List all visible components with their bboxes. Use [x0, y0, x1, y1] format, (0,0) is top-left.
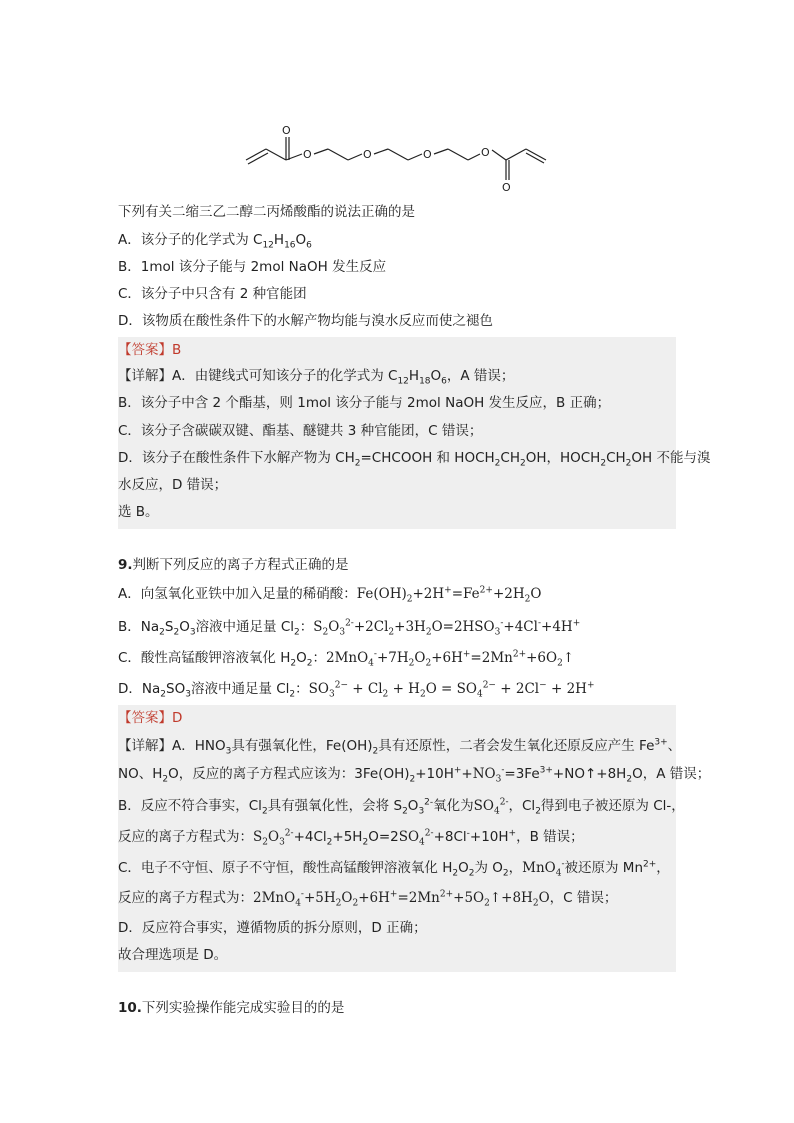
q8-explain-b: B．该分子中含 2 个酯基，则 1mol 该分子能与 2mol NaOH 发生反应，B 正确；	[118, 395, 611, 411]
q8-option-b: B．1mol 该分子能与 2mol NaOH 发生反应	[118, 259, 387, 275]
q9-explain-c-cont: 反应的离子方程式为：$2MnO_4^-+5H_2O_2+6H^+=2Mn^{2+}+5O_2↑+8H_2O$，C 错误；	[118, 889, 618, 909]
q10-stem: 10.下列实验操作能完成实验目的的是	[118, 1000, 345, 1016]
q9-option-b: B．$Na_2S_2O_3$溶液中通足量 $Cl_2$：$S_2O_3^{2-}+2Cl_2+3H_2O=2HSO_3^-+4Cl^-+4H^+$	[118, 618, 581, 638]
svg-text:O: O	[423, 148, 432, 161]
q9-stem: 9.判断下列反应的离子方程式正确的是	[118, 557, 349, 573]
q9-answer: 【答案】D	[118, 710, 183, 726]
q9-explain-b: B．反应不符合事实，$Cl_2$具有强氧化性，会将 $S_2O_3^{2-}$氧化为$SO_4^{2-}$，$Cl_2$得到电子被还原为 Cl-，	[118, 797, 685, 817]
q8-explain-c: C．该分子含碳碳双键、酯基、醚键共 3 种官能团，C 错误；	[118, 423, 483, 439]
q8-stem: 下列有关二缩三乙二醇二丙烯酸酯的说法正确的是	[118, 204, 415, 220]
q9-explain-b-cont: 反应的离子方程式为：$S_2O_3^{2-}+4Cl_2+5H_2O=2SO_4^{2-}+8Cl^-+10H^+$，B 错误；	[118, 828, 584, 848]
svg-text:O: O	[502, 181, 511, 194]
q9-explain-a: 【详解】A．$HNO_3$具有强氧化性，$Fe(OH)_2$具有还原性，二者会发生氧化还原反应产生 $Fe^{3+}$、	[118, 737, 682, 757]
q9-option-d: D．$Na_2SO_3$溶液中通足量 $Cl_2$：$SO_3^{2-} + Cl_2 + H_2O = SO_4^{2-} + 2Cl^- + 2H^+$	[118, 680, 595, 700]
q8-option-a: A．该分子的化学式为 $C_{12}H_{16}O_6$	[118, 232, 312, 251]
svg-text:O: O	[363, 148, 372, 161]
q9-option-c: C．酸性高锰酸钾溶液氧化 $H_2O_2$：$2MnO_4^-+7H_2O_2+6H^+=2Mn^{2+}+6O_2↑$	[118, 649, 575, 669]
q9-explain-c: C．电子不守恒、原子不守恒，酸性高锰酸钾溶液氧化 $H_2O_2$为 $O_2$，MnO$_4$-被还原为 $Mn^{2+}$，	[118, 859, 670, 879]
q8-option-d: D．该物质在酸性条件下的水解产物均能与溴水反应而使之褪色	[118, 313, 493, 329]
svg-text:O: O	[282, 124, 291, 137]
q8-answer: 【答案】B	[118, 342, 182, 358]
q9-option-a: A．向氢氧化亚铁中加入足量的稀硝酸：$Fe(OH)_2+2H^+=Fe^{2+}+2H_2O$	[118, 585, 542, 605]
q8-option-c: C．该分子中只含有 2 种官能团	[118, 286, 307, 302]
q9-conclusion: 故合理选项是 D。	[118, 947, 228, 963]
svg-text:O: O	[481, 146, 490, 159]
q8-explain-d-cont: 水反应，D 错误；	[118, 477, 228, 493]
q9-explain-d: D．反应符合事实，遵循物质的拆分原则，D 正确；	[118, 920, 427, 936]
q8-explain-a: 【详解】A．由键线式可知该分子的化学式为 $C_{12}H_{18}O_6$，A 错误；	[118, 368, 515, 387]
svg-text:O: O	[303, 148, 312, 161]
q8-conclusion: 选 B。	[118, 504, 159, 520]
q9-explain-a-cont: NO、$H_2O$，反应的离子方程式应该为：$3Fe(OH)_2+10H^++NO_3^-=3Fe^{3+}+NO↑+8H_2O$，A 错误；	[118, 765, 711, 785]
molecule-structure-diagram	[240, 120, 550, 195]
q8-explain-d: D．该分子在酸性条件下水解产物为 $CH_2=CHCOOH$ 和 $HOCH_2CH_2OH$，$HOCH_2CH_2OH$ 不能与溴	[118, 450, 711, 469]
